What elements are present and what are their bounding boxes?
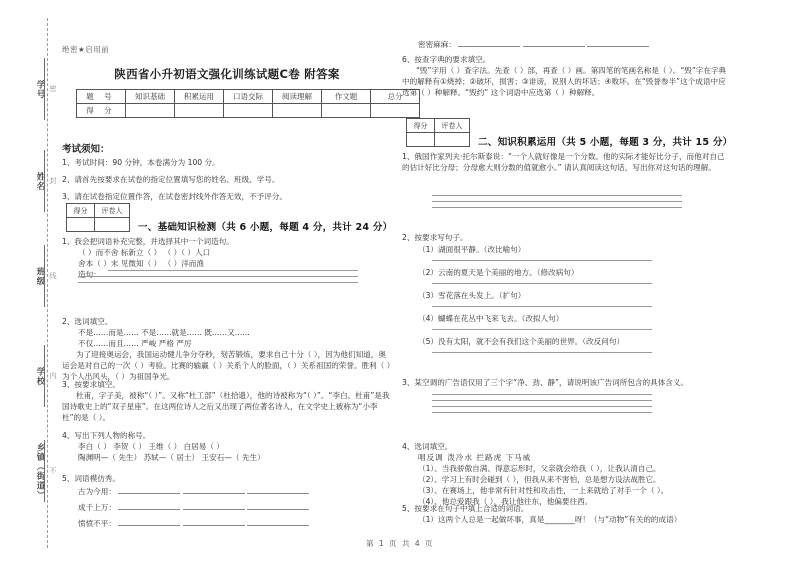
answer-blank[interactable] (183, 485, 245, 494)
seal-rule-2 (44, 245, 45, 307)
score-col-0: 知识基础 (126, 90, 175, 104)
notice-item-2: 3、请在试卷指定位置作答，在试卷密封线外作答无效，不予评分。 (62, 192, 288, 201)
q3-body: 杜甫，字子美，被称“（ ）”。又称“杜工部”（杜拾遗），他的诗被称为“（ ）”。“李白、杜甫”是我国诗歌史上的“双子星座”。在这两位诗人之后又出现了两位著名诗人，在文学史上被称为“小李杜”的是（ ）。 (62, 391, 390, 422)
question-2-4 (402, 441, 732, 507)
table-row-question-no (77, 90, 420, 104)
question-2-2-items (402, 244, 732, 353)
answer-line[interactable] (432, 412, 652, 413)
grade-input-marker[interactable] (435, 133, 470, 147)
q5-item-3 (402, 38, 732, 50)
grade-label-score: 得分 (407, 119, 435, 133)
answer-line[interactable] (432, 400, 652, 401)
q1-line-3-label: 造句： (78, 270, 101, 279)
table-row (407, 119, 470, 133)
seal-rule-4 (44, 440, 45, 502)
q5-stem: 5、词语模仿秀。 (62, 474, 120, 483)
grade-input-score[interactable] (67, 218, 95, 232)
question-1-5 (62, 473, 392, 484)
answer-line[interactable] (78, 276, 358, 277)
seal-label-0: 学号 (35, 79, 45, 99)
question-1-5-item-3 (402, 38, 732, 50)
s2-q1-stem: 1、俄国作家列夫·托尔斯泰说：“一个人就好像是一个分数。他的实际才能好比分子，而他对自己的估计好比分母；分母愈大则分数的值就愈小。” 请认真阅读这句话，写出你对这句话的理解。 (402, 152, 725, 172)
grade-label-marker: 评卷人 (435, 119, 470, 133)
score-cell-4[interactable] (322, 104, 371, 118)
answer-blank[interactable] (183, 501, 245, 510)
seal-item-0 (0, 58, 58, 120)
q4-stem: 4、写出下列人物的称号。 (62, 431, 151, 440)
s2-q4-word-bank: 唱反调 泼冷水 拦路虎 下马威 (418, 453, 532, 462)
score-cell-1[interactable] (175, 104, 224, 118)
q4-line-1: 李白（ ） 李贺（ ） 王维（ ） 白居易（ ） (78, 442, 224, 451)
score-col-1: 积累运用 (175, 90, 224, 104)
answer-line[interactable] (432, 329, 652, 330)
seal-rule-3 (44, 345, 45, 407)
answer-blank[interactable] (458, 38, 520, 47)
question-1-1 (62, 236, 392, 280)
page-title: 陕西省小升初语文强化训练试题C卷 附答案 (114, 67, 340, 81)
s2-q2-stem: 2、按要求写句子。 (402, 233, 468, 242)
notice-heading: 考试须知： (62, 144, 110, 155)
table-row (67, 204, 130, 218)
grade-box-section-two (406, 118, 470, 147)
s2-q4-item-2: （3）、在赛场上，他非常有针对性和攻击性，一上来就给了对手一个（ ）。 (418, 486, 669, 495)
score-cell-2[interactable] (224, 104, 273, 118)
table-row (407, 133, 470, 147)
question-1-1-answer-lines[interactable] (62, 281, 392, 283)
s2-q2-item-3: （4）蝴蝶在花丛中飞来飞去。（改拟人句） (418, 314, 564, 323)
seal-filler-2: 线 (49, 272, 57, 280)
seal-filler-1: 封 (49, 177, 57, 185)
s2-q5-stem: 5、按要求在句子中填上合适的词语。 (402, 504, 529, 513)
score-cell-3[interactable] (273, 104, 322, 118)
question-2-3-answer-lines[interactable] (402, 389, 732, 413)
answer-line[interactable] (432, 195, 682, 196)
q5-item-0 (62, 485, 392, 497)
answer-line[interactable] (432, 306, 652, 307)
score-row-label-1: 得 分 (77, 104, 126, 118)
question-2-1-answer-lines[interactable] (402, 190, 732, 208)
score-cell-5[interactable] (371, 104, 420, 118)
seal-label-4: 乡镇（街道） (35, 442, 45, 500)
grade-label-score: 得分 (67, 204, 95, 218)
answer-blank[interactable] (247, 517, 309, 526)
question-1-6 (402, 54, 732, 98)
seal-rule-1 (44, 150, 45, 212)
seal-label-3: 学校 (35, 366, 45, 386)
q1-line-1: （ ）而不舍 标新立（ ） （ ）（ ）人口 (78, 248, 211, 257)
seal-filler-3: 内 (49, 372, 57, 380)
q6-body: “毁”字用（ ）查字法。先查（ ）部，再查（ ）画。第四笔的笔画名称是（ ）。“毁”字在字典中的解释有①烧掉；②破坏，损害；③诽谤，说别人的坏话；④败坏。在“毁誉参半”这个成语中应选第（ ）种解释。“毁约” 这个词语中应选第（ ）种解释。 (402, 66, 727, 97)
answer-line[interactable] (432, 406, 652, 407)
q5-item-3-label: 密密麻麻： (418, 40, 456, 49)
q5-item-2-label: 愤愤不平： (78, 519, 116, 528)
table-row (67, 218, 130, 232)
table-row-score (77, 104, 420, 118)
answer-line[interactable] (432, 352, 652, 353)
q5-item-0-label: 古为今用： (78, 487, 116, 496)
notice-item-1: 2、请首先按要求在试卷的指定位置填写您的姓名、班级、学号。 (62, 175, 280, 184)
section-two-heading: 二、知识积累运用（共 5 小题，每题 3 分，共计 15 分） (478, 137, 733, 148)
s2-q4-item-0: （1）、当我骄傲自满、得意忘形时，父亲就会给我（ ），让我认清自己。 (418, 464, 661, 473)
grade-input-score[interactable] (407, 133, 435, 147)
answer-line[interactable] (432, 283, 652, 284)
q5-item-1 (62, 501, 392, 513)
s2-q4-item-3: （4）、他总爱跟我（ ），我让他往东，他偏要往西。 (418, 497, 593, 506)
score-col-5: 总分 (371, 90, 420, 104)
answer-blank[interactable] (183, 517, 245, 526)
answer-blank[interactable] (247, 501, 309, 510)
question-1-2 (62, 316, 392, 382)
seal-item-3 (0, 345, 58, 407)
answer-line[interactable] (432, 207, 682, 208)
q2-bank-1: 不是……而是…… 不是……就是…… 既……又…… (78, 328, 250, 337)
answer-blank[interactable] (118, 501, 180, 510)
question-2-1 (402, 151, 732, 173)
q2-body: 为了迎接奥运会，我国运动健儿争分夺秒，刻苦锻炼，要求自己十分（ ），因为他们知道，奥运会是对自己的一次（ ）考验。比赛的输赢（ ）关系个人的脸面，（ ）关系祖国的荣誉。胜利（ ）为个人出风头，（ ）为祖国争光。 (62, 350, 391, 381)
secret-mark: 绝密★启用前 (62, 45, 110, 54)
seal-label-2: 班级 (35, 266, 45, 286)
s2-q2-item-4: （5）没有太阳，就不会有我们这个美丽的世界。（改反问句） (418, 337, 625, 346)
page-footer: 第 1 页 共 4 页 (366, 539, 434, 548)
section-one-heading: 一、基础知识检测（共 6 小题，每题 4 分，共计 24 分） (138, 222, 393, 233)
grade-label-marker: 评卷人 (95, 204, 130, 218)
seal-filler-4: 不 (49, 467, 57, 475)
q3-stem: 3、按要求填空。 (62, 380, 120, 389)
seal-item-1 (0, 150, 58, 212)
s2-q2-item-2: （3）雪花落在头发上。（扩句） (418, 291, 526, 300)
question-1-5-items (62, 485, 392, 529)
seal-rule-0 (44, 58, 45, 120)
s2-q2-item-1: （2）云南的夏天是个美丽的地方。（修改病句） (418, 268, 579, 277)
answer-blank[interactable] (118, 517, 180, 526)
question-1-3 (62, 379, 392, 423)
answer-line[interactable] (78, 282, 358, 283)
answer-blank[interactable] (118, 485, 180, 494)
answer-line[interactable] (432, 260, 652, 261)
answer-blank[interactable] (523, 38, 585, 47)
question-2-3 (402, 377, 732, 388)
answer-blank[interactable] (587, 38, 649, 47)
score-col-3: 阅读理解 (273, 90, 322, 104)
question-1-4 (62, 430, 392, 463)
s2-q4-item-1: （2）、学习上有时会碰到（ ），但我从来不害怕，总是想方设法战胜它。 (418, 475, 661, 484)
score-cell-0[interactable] (126, 104, 175, 118)
answer-line[interactable] (432, 201, 682, 202)
seal-item-2 (0, 245, 58, 307)
score-row-label-0: 题 号 (77, 90, 126, 104)
seal-label-1: 姓名 (35, 171, 45, 191)
score-col-2: 口语交际 (224, 90, 273, 104)
q1-line-2: 舍本（ ）末 见微知（ ） （ ）洋而渔 (78, 259, 204, 268)
s2-q2-item-0: （1）湖面很平静。（改比喻句） (418, 245, 526, 254)
answer-line[interactable] (432, 394, 652, 395)
q1-stem: 1、我会把词语补充完整，并选择其中一个词造句。 (62, 237, 234, 246)
score-col-4: 作文题 (322, 90, 371, 104)
s2-q4-stem: 4、选词填空。 (402, 442, 453, 451)
score-table (76, 89, 420, 118)
s2-q3-stem: 3、某空调的广告语仅用了三个字“净、劲、静”，请说明该广告词所包含的具体含义。 (402, 378, 689, 387)
question-2-2 (402, 232, 732, 243)
answer-line[interactable] (108, 270, 358, 271)
seal-item-4 (0, 440, 58, 502)
s2-q5-item-0: （1）这两个人总是一起做坏事，真是________呀！（与“动物”有关的的成语） (418, 515, 682, 524)
answer-blank[interactable] (247, 485, 309, 494)
grade-box-section-one (66, 203, 130, 232)
notice-item-0: 1、考试时间：90 分钟。本卷满分为 100 分。 (62, 158, 220, 167)
question-2-5 (402, 503, 732, 525)
seal-margin (0, 0, 58, 565)
grade-input-marker[interactable] (95, 218, 130, 232)
q6-stem: 6、按查字典的要求填空。 (402, 55, 491, 64)
q2-bank-2: 不仅……而且…… 严峻 严格 严厉 (78, 339, 192, 348)
q4-line-2: 陶渊明—（ 先生） 苏轼—（ 居士） 王安石—（ 先生） (78, 453, 265, 462)
q5-item-2 (62, 517, 392, 529)
q2-stem: 2、选词填空。 (62, 317, 113, 326)
seal-filler-0: 密 (49, 85, 57, 93)
q5-item-1-label: 成千上万： (78, 503, 116, 512)
